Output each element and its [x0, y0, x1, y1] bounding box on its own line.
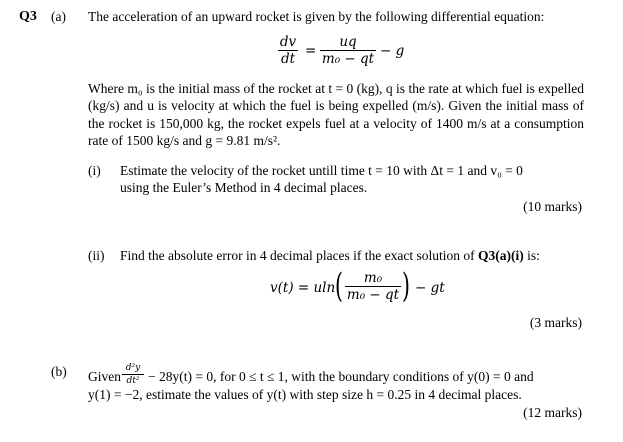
m0-qt-den: m₀ − qt [346, 287, 400, 303]
dt-denominator: dt [280, 51, 296, 67]
uq-fraction [320, 35, 376, 66]
minus-gt: − gt [415, 280, 445, 296]
sub-i-label: (i) [88, 163, 101, 178]
uq-numerator: uq [339, 34, 357, 50]
part-a-intro: The acceleration of an upward rocket is given by the following differential equation: [88, 9, 545, 24]
part-a-description: Where m₀ is the initial mass of the rocket at t = 0 (kg), q is the rate at which fuel is expelled (kg/s) and u is velocity at which the fuel is being expelled (m/s). Given the initial mass of the rocket is 150,000 kg, the rocket expels fuel at a velocity of 1400 m/s at a consumption rate of 1500 kg/s and g = 9.81 m/s². [88, 81, 584, 149]
left-paren: ( [335, 266, 343, 306]
d2y-dt2-fraction [122, 363, 144, 386]
exact-solution-lhs: v(t) = uln [270, 280, 336, 296]
m0-qt-denominator: m₀ − qt [321, 51, 375, 67]
dt2-denominator: dt² [126, 376, 140, 386]
sub-i-line1: Estimate the velocity of the rocket untill time t = 10 with Δt = 1 and v₀ = 0 [120, 163, 523, 178]
m0-numerator: m₀ [363, 270, 383, 286]
sub-ii-label: (ii) [88, 248, 105, 263]
m0-fraction [345, 271, 401, 302]
dv-numerator: dv [279, 34, 297, 50]
part-b-label: (b) [51, 364, 67, 379]
sub-ii-reference: Q3(a)(i) [478, 248, 524, 263]
minus-g: − g [380, 43, 405, 59]
part-b-line2: y(1) = −2, estimate the values of y(t) with step size h = 0.25 in 4 decimal places. [88, 387, 522, 402]
sub-i-marks: (10 marks) [523, 199, 582, 214]
right-paren: ) [402, 266, 410, 306]
part-b-marks: (12 marks) [523, 405, 582, 420]
sub-ii-text [120, 248, 540, 264]
part-b-line1: − 28y(t) = 0, for 0 ≤ t ≤ 1, with the boundary conditions of y(0) = 0 and [148, 369, 534, 384]
sub-ii-marks: (3 marks) [529, 315, 582, 330]
equals-sign: = [305, 43, 317, 59]
d2y-numerator: d²y [125, 363, 141, 373]
dv-dt-fraction [278, 35, 298, 66]
question-number: Q3 [19, 9, 37, 24]
part-b-given: Given [88, 369, 121, 384]
sub-ii-suffix: is: [523, 248, 540, 263]
sub-ii-prefix: Find the absolute error in 4 decimal places if the exact solution of [120, 248, 479, 263]
part-a-label: (a) [51, 9, 66, 24]
sub-i-line2: using the Euler’s Method in 4 decimal places. [120, 180, 368, 195]
